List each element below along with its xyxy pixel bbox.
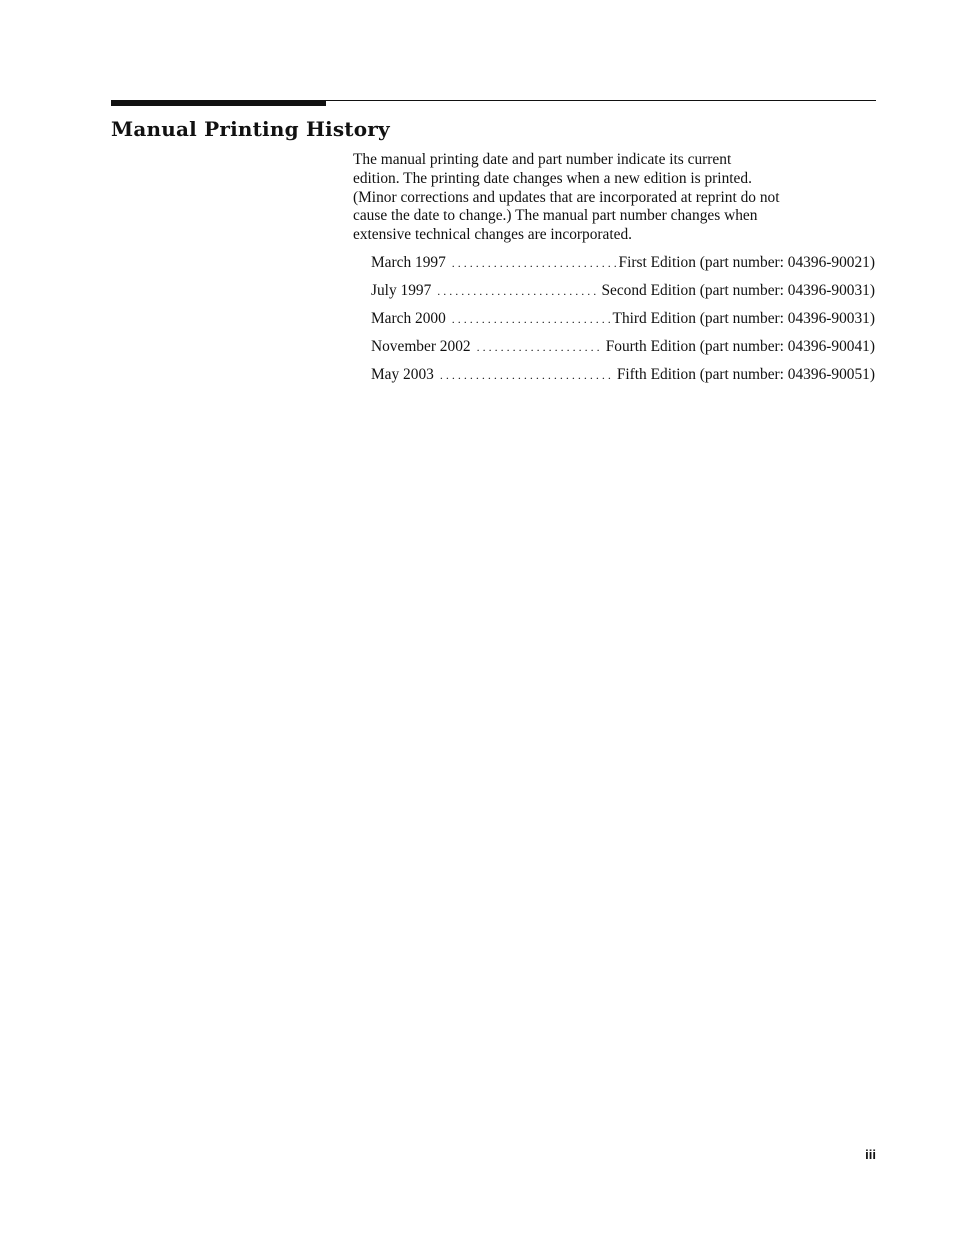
history-edition: Second Edition (part number: 04396-90031)	[601, 282, 875, 299]
history-date: July 1997	[371, 282, 432, 299]
history-date: May 2003	[371, 366, 434, 383]
dot-leader	[477, 340, 603, 355]
history-edition: First Edition (part number: 04396-90021)	[618, 254, 875, 271]
dot-leader	[452, 256, 616, 271]
history-entry	[371, 254, 875, 282]
printing-history-list	[371, 254, 875, 394]
dot-leader	[452, 312, 610, 327]
history-edition: Fourth Edition (part number: 04396-90041)	[605, 338, 875, 355]
history-entry	[371, 282, 875, 310]
intro-line: extensive technical changes are incorporated.	[353, 226, 633, 244]
history-date: March 1997	[371, 254, 446, 271]
intro-line: cause the date to change.) The manual part number changes when	[353, 207, 758, 225]
history-date: November 2002	[371, 338, 471, 355]
page-number: iii	[865, 1147, 876, 1162]
history-entry	[371, 338, 875, 366]
history-edition: Third Edition (part number: 04396-90031)	[612, 310, 875, 327]
intro-line: (Minor corrections and updates that are incorporated at reprint do not	[353, 188, 780, 206]
page-title: Manual Printing History	[111, 117, 390, 141]
history-entry	[371, 310, 875, 338]
history-date: March 2000	[371, 310, 446, 327]
history-entry	[371, 366, 875, 394]
dot-leader	[437, 284, 598, 299]
history-edition: Fifth Edition (part number: 04396-90051)	[616, 366, 875, 383]
dot-leader	[440, 368, 614, 383]
intro-line: edition. The printing date changes when a new edition is printed.	[353, 169, 752, 187]
intro-paragraph	[353, 151, 875, 245]
header-rule-accent	[111, 100, 326, 106]
intro-line: The manual printing date and part number indicate its current	[353, 151, 732, 168]
